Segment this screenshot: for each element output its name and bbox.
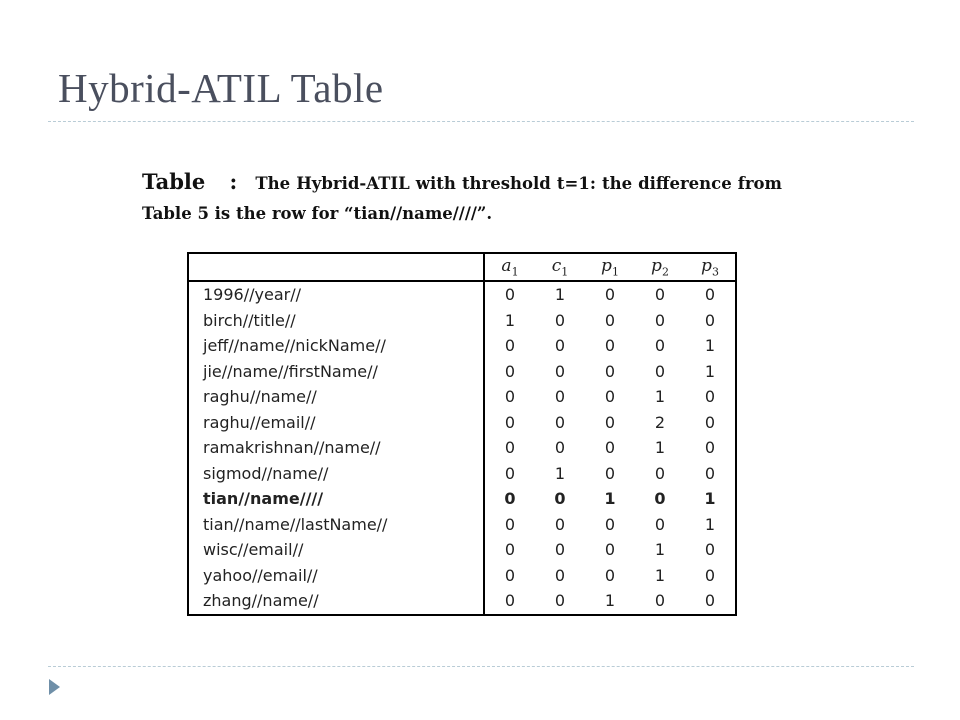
value-cell: 0 [504,591,516,611]
table-row [188,588,736,615]
value-cell: 0 [704,591,716,611]
value-cell: 1 [654,438,666,458]
value-cell: 1 [554,285,566,305]
value-cell: 0 [704,412,716,432]
value-cell: 0 [604,514,616,534]
table-row [188,384,736,410]
value-cell: 0 [554,438,566,458]
value-cell: 1 [704,489,716,509]
value-cell: 0 [654,514,666,534]
value-cell: 0 [554,565,566,585]
value-cell: 0 [704,285,716,305]
value-cell: 0 [554,336,566,356]
row-path-cell: tian//name//lastName// [188,512,484,538]
value-cell: 0 [554,310,566,330]
row-path-cell: raghu//email// [188,410,484,436]
value-cell: 1 [704,361,716,381]
column-header [484,253,535,281]
value-cell: 0 [654,489,666,509]
value-cell: 0 [554,361,566,381]
value-cell: 0 [654,336,666,356]
column-header [585,253,635,281]
value-cell: 0 [654,591,666,611]
value-cell: 0 [504,412,516,432]
value-cell: 0 [504,540,516,560]
triangle-bullet-icon [49,679,60,695]
value-cell: 1 [654,387,666,407]
column-symbol: p [651,255,662,276]
table-caption [142,167,782,229]
value-cell: 0 [504,387,516,407]
table-row [188,281,736,308]
value-cell: 1 [704,514,716,534]
value-cell: 0 [654,285,666,305]
header-path-column [188,253,484,281]
table-row [188,461,736,487]
value-cell: 0 [604,285,616,305]
row-path-cell: jie//name//firstName// [188,359,484,385]
value-cell: 0 [704,565,716,585]
row-path-cell: sigmod//name// [188,461,484,487]
title-divider [48,121,914,122]
value-cell: 1 [604,591,616,611]
column-symbol: a [501,255,512,276]
column-header [635,253,685,281]
value-cell: 0 [604,540,616,560]
value-cell: 0 [504,438,516,458]
value-cell: 0 [604,565,616,585]
value-cell: 1 [704,336,716,356]
table-row [188,512,736,538]
row-path-cell: 1996//year// [188,281,484,308]
slide-title: Hybrid-ATIL Table [58,65,384,111]
table-row [188,359,736,385]
row-path-cell: tian//name//// [188,486,484,512]
table-row [188,333,736,359]
column-subscript: 1 [511,265,519,279]
column-header [685,253,736,281]
row-path-cell: yahoo//email// [188,563,484,589]
value-cell: 1 [504,310,516,330]
value-cell: 1 [654,565,666,585]
column-symbol: p [601,255,612,276]
value-cell: 0 [704,540,716,560]
value-cell: 0 [704,463,716,483]
value-cell: 0 [504,489,516,509]
caption-label: Table [142,169,206,194]
footer-divider [48,666,914,667]
table-row [188,537,736,563]
value-cell: 0 [504,565,516,585]
table-row [188,410,736,436]
table-row [188,486,736,512]
value-cell: 0 [604,438,616,458]
value-cell: 0 [704,310,716,330]
column-header [535,253,585,281]
value-cell: 0 [654,463,666,483]
column-subscript: 1 [561,265,569,279]
value-cell: 0 [604,336,616,356]
value-cell: 0 [654,310,666,330]
value-cell: 0 [704,387,716,407]
value-cell: 0 [554,514,566,534]
row-path-cell: ramakrishnan//name// [188,435,484,461]
value-cell: 1 [604,489,616,509]
value-cell: 0 [604,310,616,330]
column-symbol: p [701,255,712,276]
value-cell: 1 [654,540,666,560]
row-path-cell: zhang//name// [188,588,484,615]
value-cell: 0 [554,412,566,432]
value-cell: 0 [654,361,666,381]
table-row [188,435,736,461]
column-subscript: 1 [611,265,619,279]
value-cell: 0 [554,591,566,611]
value-cell: 0 [554,387,566,407]
value-cell: 0 [554,540,566,560]
column-subscript: 3 [711,265,719,279]
value-cell: 0 [604,361,616,381]
column-symbol: c [551,255,562,276]
value-cell: 0 [604,387,616,407]
value-cell: 0 [504,285,516,305]
caption-colon: : [229,169,238,194]
value-cell: 0 [504,361,516,381]
table-row [188,308,736,334]
table-body [188,281,736,615]
column-subscript: 2 [661,265,669,279]
caption-text: The Hybrid-ATIL with threshold t=1: the difference from Table 5 is the row for “tian//name////”. [142,174,783,223]
row-path-cell: raghu//name// [188,384,484,410]
value-cell: 2 [654,412,666,432]
value-cell: 0 [604,463,616,483]
value-cell: 0 [504,514,516,534]
hybrid-atil-table [187,252,737,616]
table-header-row [188,253,736,281]
row-path-cell: birch//title// [188,308,484,334]
value-cell: 0 [554,489,566,509]
row-path-cell: wisc//email// [188,537,484,563]
value-cell: 0 [504,463,516,483]
value-cell: 0 [504,336,516,356]
table-row [188,563,736,589]
row-path-cell: jeff//name//nickName// [188,333,484,359]
value-cell: 1 [554,463,566,483]
value-cell: 0 [704,438,716,458]
value-cell: 0 [604,412,616,432]
